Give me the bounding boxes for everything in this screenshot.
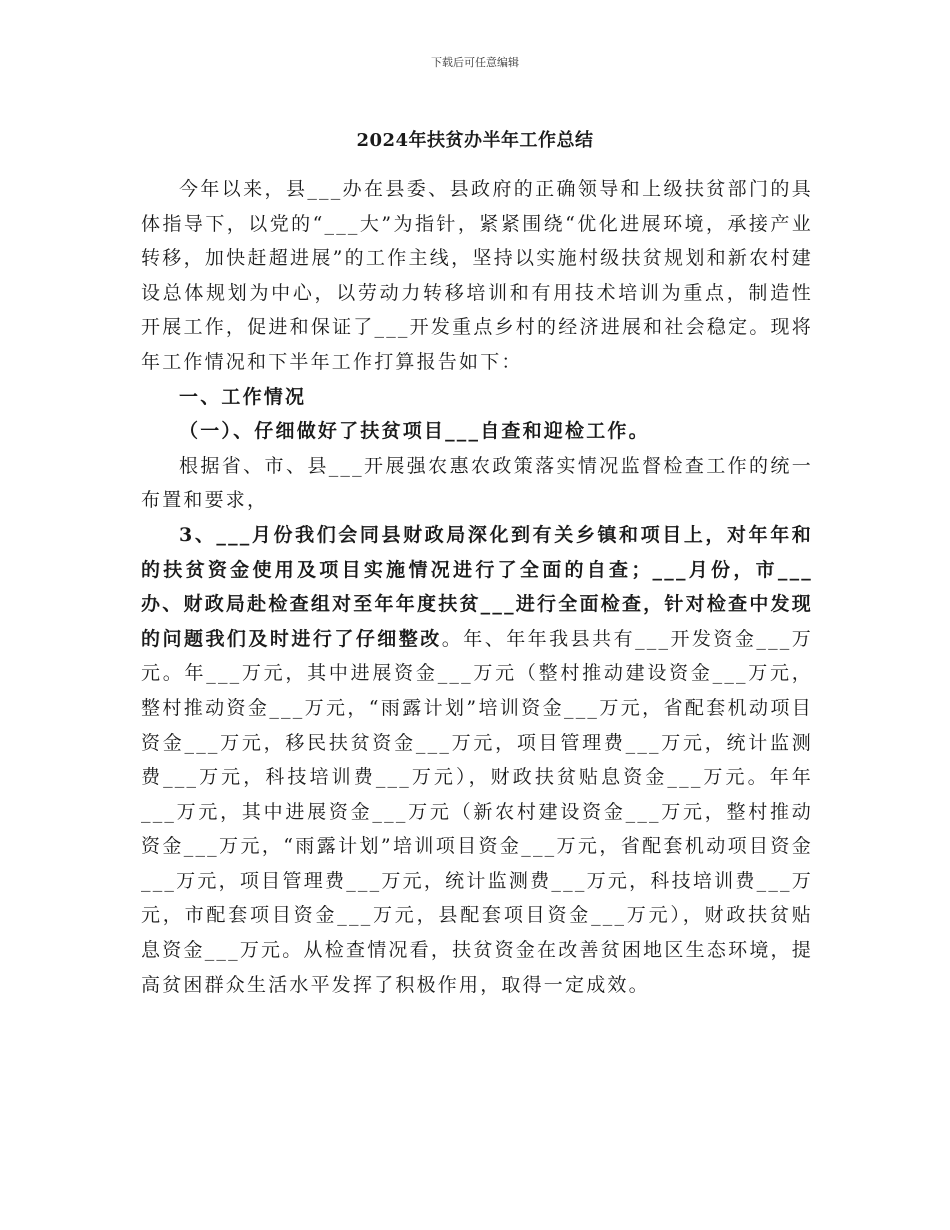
paragraph-inspection: 根据省、市、县___开展强农惠农政策落实情况监督检查工作的统一布置和要求， [141,454,813,512]
paragraph-funds-rest: 。年、年年我县共有___开发资金___万元。年___万元，其中进展资金___万元（整村推动建设资金___万元，整村推动资金___万元，“雨露计划”培训资金___万元，省配套机动项目资金___万元，移民扶贫资金___万元，项目管理费___万元，统计监测费___万元，科技培训费___万元），财政扶贫贴息资金___万元。年年___万元，其中进展资金___万元（新农村建设资金___万元，整村推动资金___万元，“雨露计划”培训项目资金___万元，省配套机动项目资金___万元，项目管理费___万元，统计监测费___万元，科技培训费___万元，市配套项目资金___万元，县配套项目资金___万元），财政扶贫贴息资金___万元。从检查情况看，扶贫资金在改善贫困地区生态环境，提高贫困群众生活水平发挥了积极作用，取得一定成效。 [141,627,813,996]
paragraph-funds [141,518,813,1002]
paragraph-intro: 今年以来，县___办在县委、县政府的正确领导和上级扶贫部门的具体指导下，以党的“___大”为指针，紧紧围绕“优化进展环境，承接产业转移，加快赶超进展”的工作主线，坚持以实施村级扶贫规划和新农村建设总体规划为中心，以劳动力转移培训和有用技术培训为重点，制造性开展工作，促进和保证了___开发重点乡村的经济进展和社会稳定。现将年工作情况和下半年工作打算报告如下： [141,178,813,373]
subsection-heading-1: （一）、仔细做好了扶贫项目___自查和迎检工作。 [179,420,650,443]
section-heading-work-status: 一、工作情况 [179,385,307,408]
paragraph-funds-bold-lead: 3、___月份我们会同县财政局深化到有关乡镇和项目上，对年年和的扶贫资金使用及项目实施情况进行了全面的自查；___月份，市___办、财政局赴检查组对至年年度扶贫___进行全面检查，针对检查中发现的问题我们及时进行了仔细整改 [141,523,813,650]
document-title: 2024年扶贫办半年工作总结 [356,130,594,151]
document-body [141,172,813,1002]
header-note: 下载后可任意编辑 [431,56,519,69]
